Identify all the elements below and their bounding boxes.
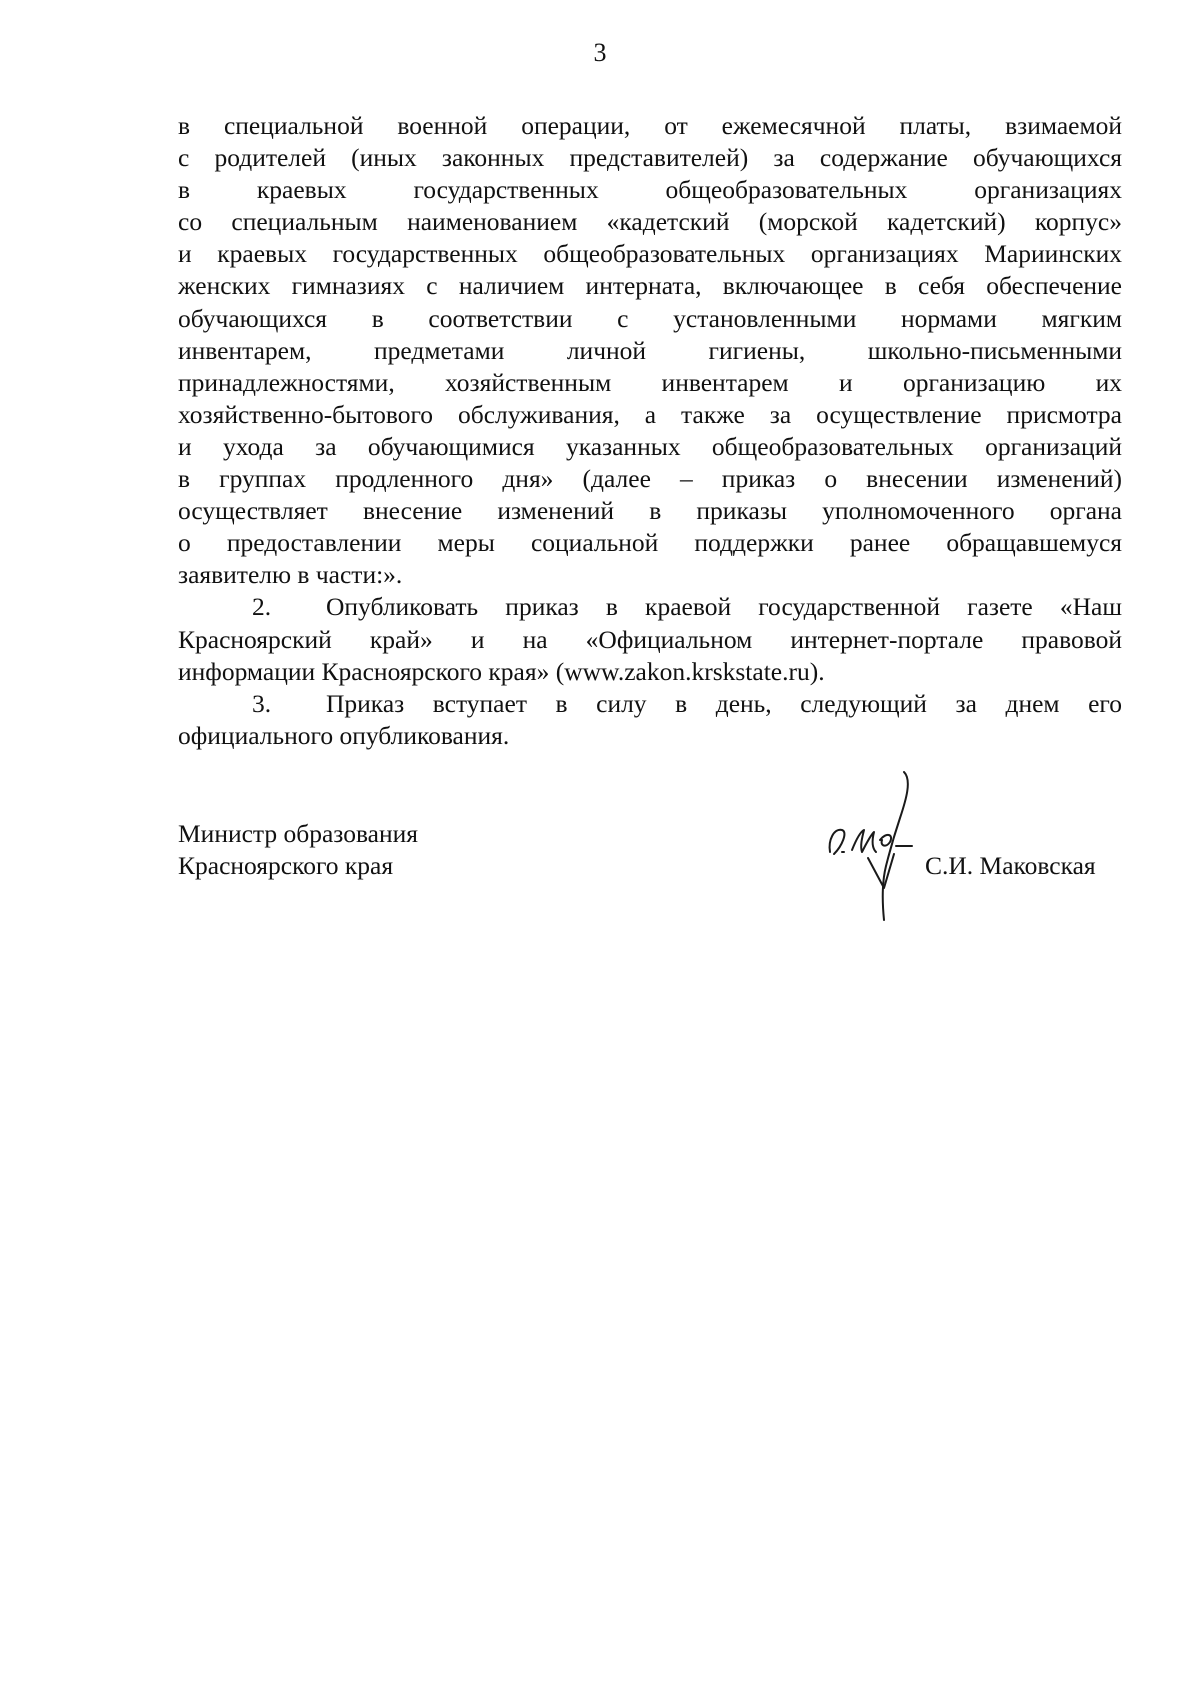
- paragraph-line: заявителю в части:».: [178, 560, 403, 590]
- item-3-first-line: [178, 688, 1122, 720]
- paragraph-line: и ухода за обучающимися указанных общеобразовательных организаций: [178, 431, 1122, 461]
- paragraph-line: в краевых государственных общеобразовательных организациях: [178, 175, 1122, 205]
- page-number: 3: [593, 38, 607, 67]
- signature-stroke: [830, 830, 845, 854]
- paragraph-line: обучающихся в соответствии с установленными нормами мягким: [178, 303, 1122, 333]
- paragraph-line: инвентарем, предметами личной гигиены, школьно-письменными: [178, 335, 1122, 365]
- item-2-first-line: [178, 591, 1122, 623]
- signer-name: С.И. Маковская: [925, 851, 1096, 880]
- paragraph-line: осуществляет внесение изменений в приказы уполномоченного органа: [178, 496, 1122, 526]
- signature-stroke: [868, 854, 894, 888]
- signature-stroke: [880, 835, 891, 846]
- document-body: [178, 110, 1122, 752]
- paragraph-line: женских гимназиях с наличием интерната, включающее в себя обеспечение: [178, 271, 1122, 301]
- item-2-text: Опубликовать приказ в краевой государственной газете «Наш: [326, 592, 1122, 622]
- signatory-title-line-1: Министр образования: [178, 819, 419, 848]
- paragraph-line: и краевых государственных общеобразовательных организациях Мариинских: [178, 239, 1122, 269]
- item-2-line: информации Красноярского края» (www.zakon.krskstate.ru).: [178, 656, 825, 686]
- paragraph-line: в специальной военной операции, от ежемесячной платы, взимаемой: [178, 111, 1122, 140]
- paragraph-line: о предоставлении меры социальной поддержки ранее обращавшемуся: [178, 528, 1122, 558]
- item-2-number: 2.: [252, 592, 272, 622]
- handwritten-signature: [820, 770, 930, 930]
- paragraph-line: с родителей (иных законных представителей) за содержание обучающихся: [178, 143, 1122, 173]
- item-2-line: Красноярский край» и на «Официальном интернет-портале правовой: [178, 624, 1122, 654]
- signatory-title: [178, 818, 418, 882]
- paragraph-line: хозяйственно-бытового обслуживания, а также за осуществление присмотра: [178, 399, 1122, 429]
- paragraph-line: в группах продленного дня» (далее – приказ о внесении изменений): [178, 464, 1122, 494]
- paragraph-line: принадлежностями, хозяйственным инвентарем и организацию их: [178, 367, 1122, 397]
- paragraph-line: со специальным наименованием «кадетский (морской кадетский) корпус»: [178, 207, 1122, 237]
- signatory-title-line-2: Красноярского края: [178, 851, 394, 881]
- item-3-text: Приказ вступает в силу в день, следующий за днем его: [326, 688, 1122, 718]
- signature-stroke: [852, 830, 876, 852]
- item-3-line: официального опубликования.: [178, 720, 510, 750]
- item-3-number: 3.: [252, 688, 272, 718]
